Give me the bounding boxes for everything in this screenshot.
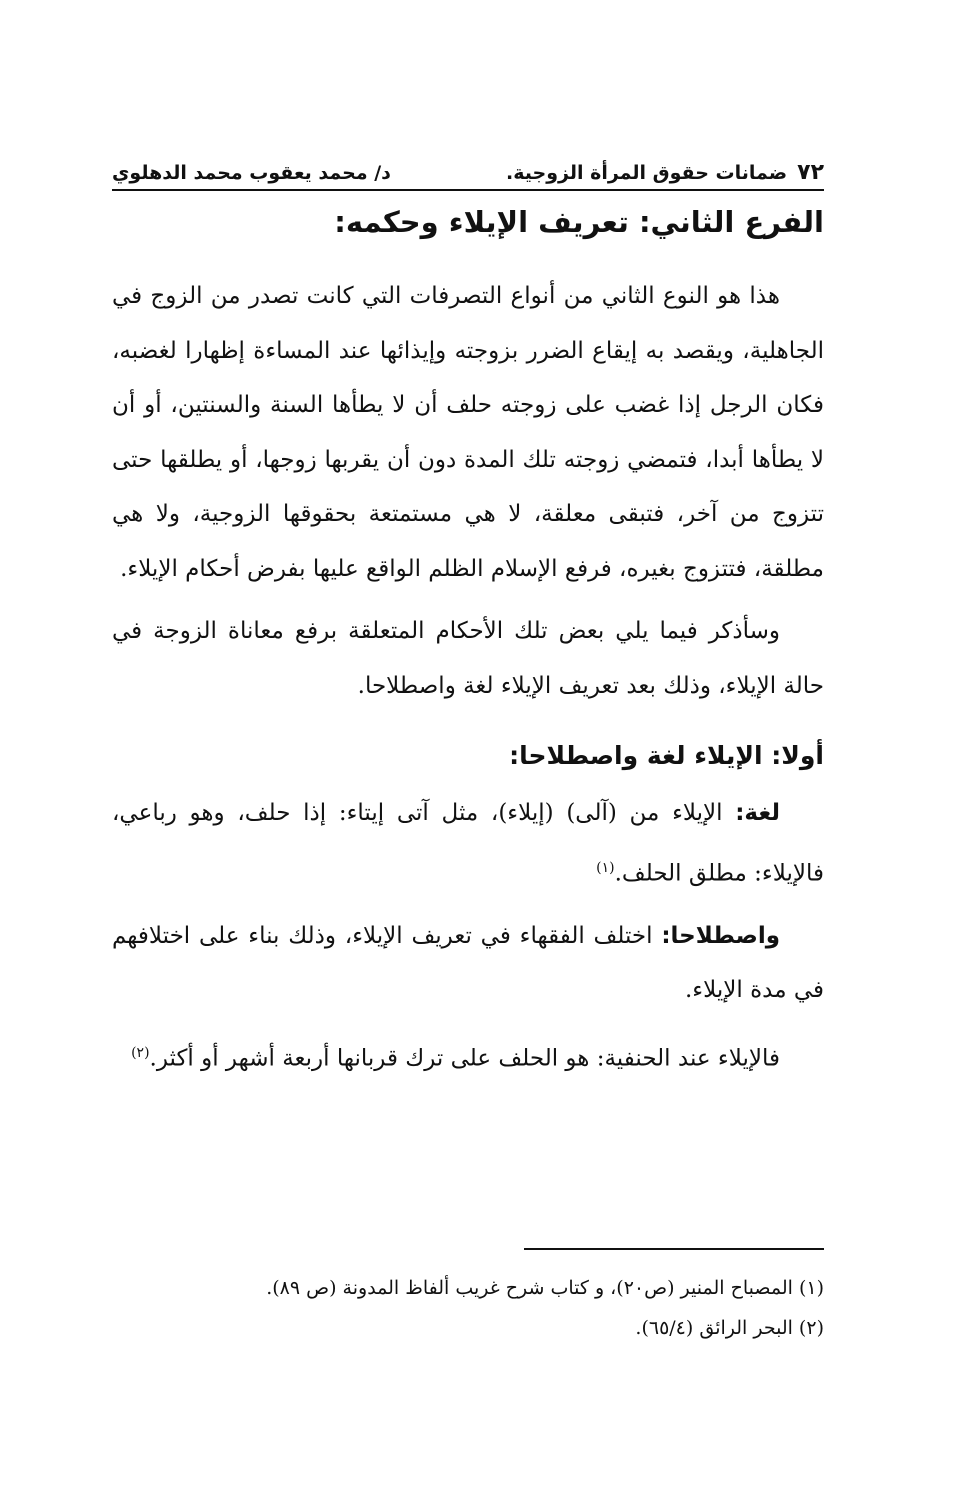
definition-hanafi [112, 1026, 824, 1086]
definition-technical [112, 909, 824, 1018]
page-body [112, 160, 824, 1086]
hanafi-text: فالإيلاء عند الحنفية: هو الحلف على ترك قربانها أربعة أشهر أو أكثر. [149, 1045, 780, 1072]
book-title: ضمانات حقوق المرأة الزوجية. [506, 162, 788, 184]
linguistic-text: الإيلاء من (آلى) (إيلاء)، مثل آتى إيتاء: إذا حلف، وهو رباعي، فالإيلاء: مطلق الحلف. [112, 800, 824, 887]
section-title: الفرع الثاني: تعريف الإيلاء وحكمه: [334, 205, 824, 239]
footnotes [124, 1268, 824, 1348]
footnote-ref-2[interactable]: (٢) [131, 1044, 150, 1061]
term-technical: واصطلاحا: [661, 922, 780, 949]
paragraph-intro: هذا هو النوع الثاني من أنواع التصرفات التي كانت تصدر من الزوج في الجاهلية، ويقصد به إيقاع الضرر بزوجته وإيذائها عند المساءة إظهارا لغضبه، فكان الرجل إذا غضب على زوجته حلف أن لا يطأها السنة والسنتين، أو أن لا يطأها أبدا، فتمضي زوجته تلك المدة دون أن يقربها زوجها، أو يطلقها حتى تتزوج من آخر، فتبقى معلقة، لا هي مستمتعة بحقوقها الزوجية، ولا هي مطلقة، فتتزوج بغيره، فرفع الإسلام الظلم الواقع عليها بفرض أحكام الإيلاء. [112, 283, 824, 582]
subheading-definition: أولا: الإيلاء لغة واصطلاحا: [509, 741, 824, 770]
term-linguistic: لغة: [735, 800, 780, 826]
header-right [506, 160, 824, 185]
author-name: د/ محمد يعقوب محمد الدهلوي [112, 162, 391, 184]
spacer [112, 1018, 824, 1026]
spacer [112, 901, 824, 909]
footnote-ref-1[interactable]: (١) [596, 859, 615, 876]
definition-linguistic [112, 786, 824, 901]
page-number: ٧٢ [797, 160, 824, 185]
running-header [112, 160, 824, 191]
footnote-1: (١) المصباح المنير (ص٢٠)، و كتاب شرح غريب ألفاظ المدونة (ص ٨٩). [266, 1277, 824, 1299]
paragraph-outline: وسأذكر فيما يلي بعض تلك الأحكام المتعلقة برفع معاناة الزوجة في حالة الإيلاء، وذلك بعد تعريف الإيلاء لغة واصطلاحا. [112, 618, 824, 699]
spacer [112, 596, 824, 604]
technical-text: اختلف الفقهاء في تعريف الإيلاء، وذلك بناء على اختلافهم في مدة الإيلاء. [112, 922, 824, 1004]
footnote-2: (٢) البحر الرائق (٦٥/٤). [635, 1317, 824, 1339]
footnote-separator [524, 1248, 824, 1250]
